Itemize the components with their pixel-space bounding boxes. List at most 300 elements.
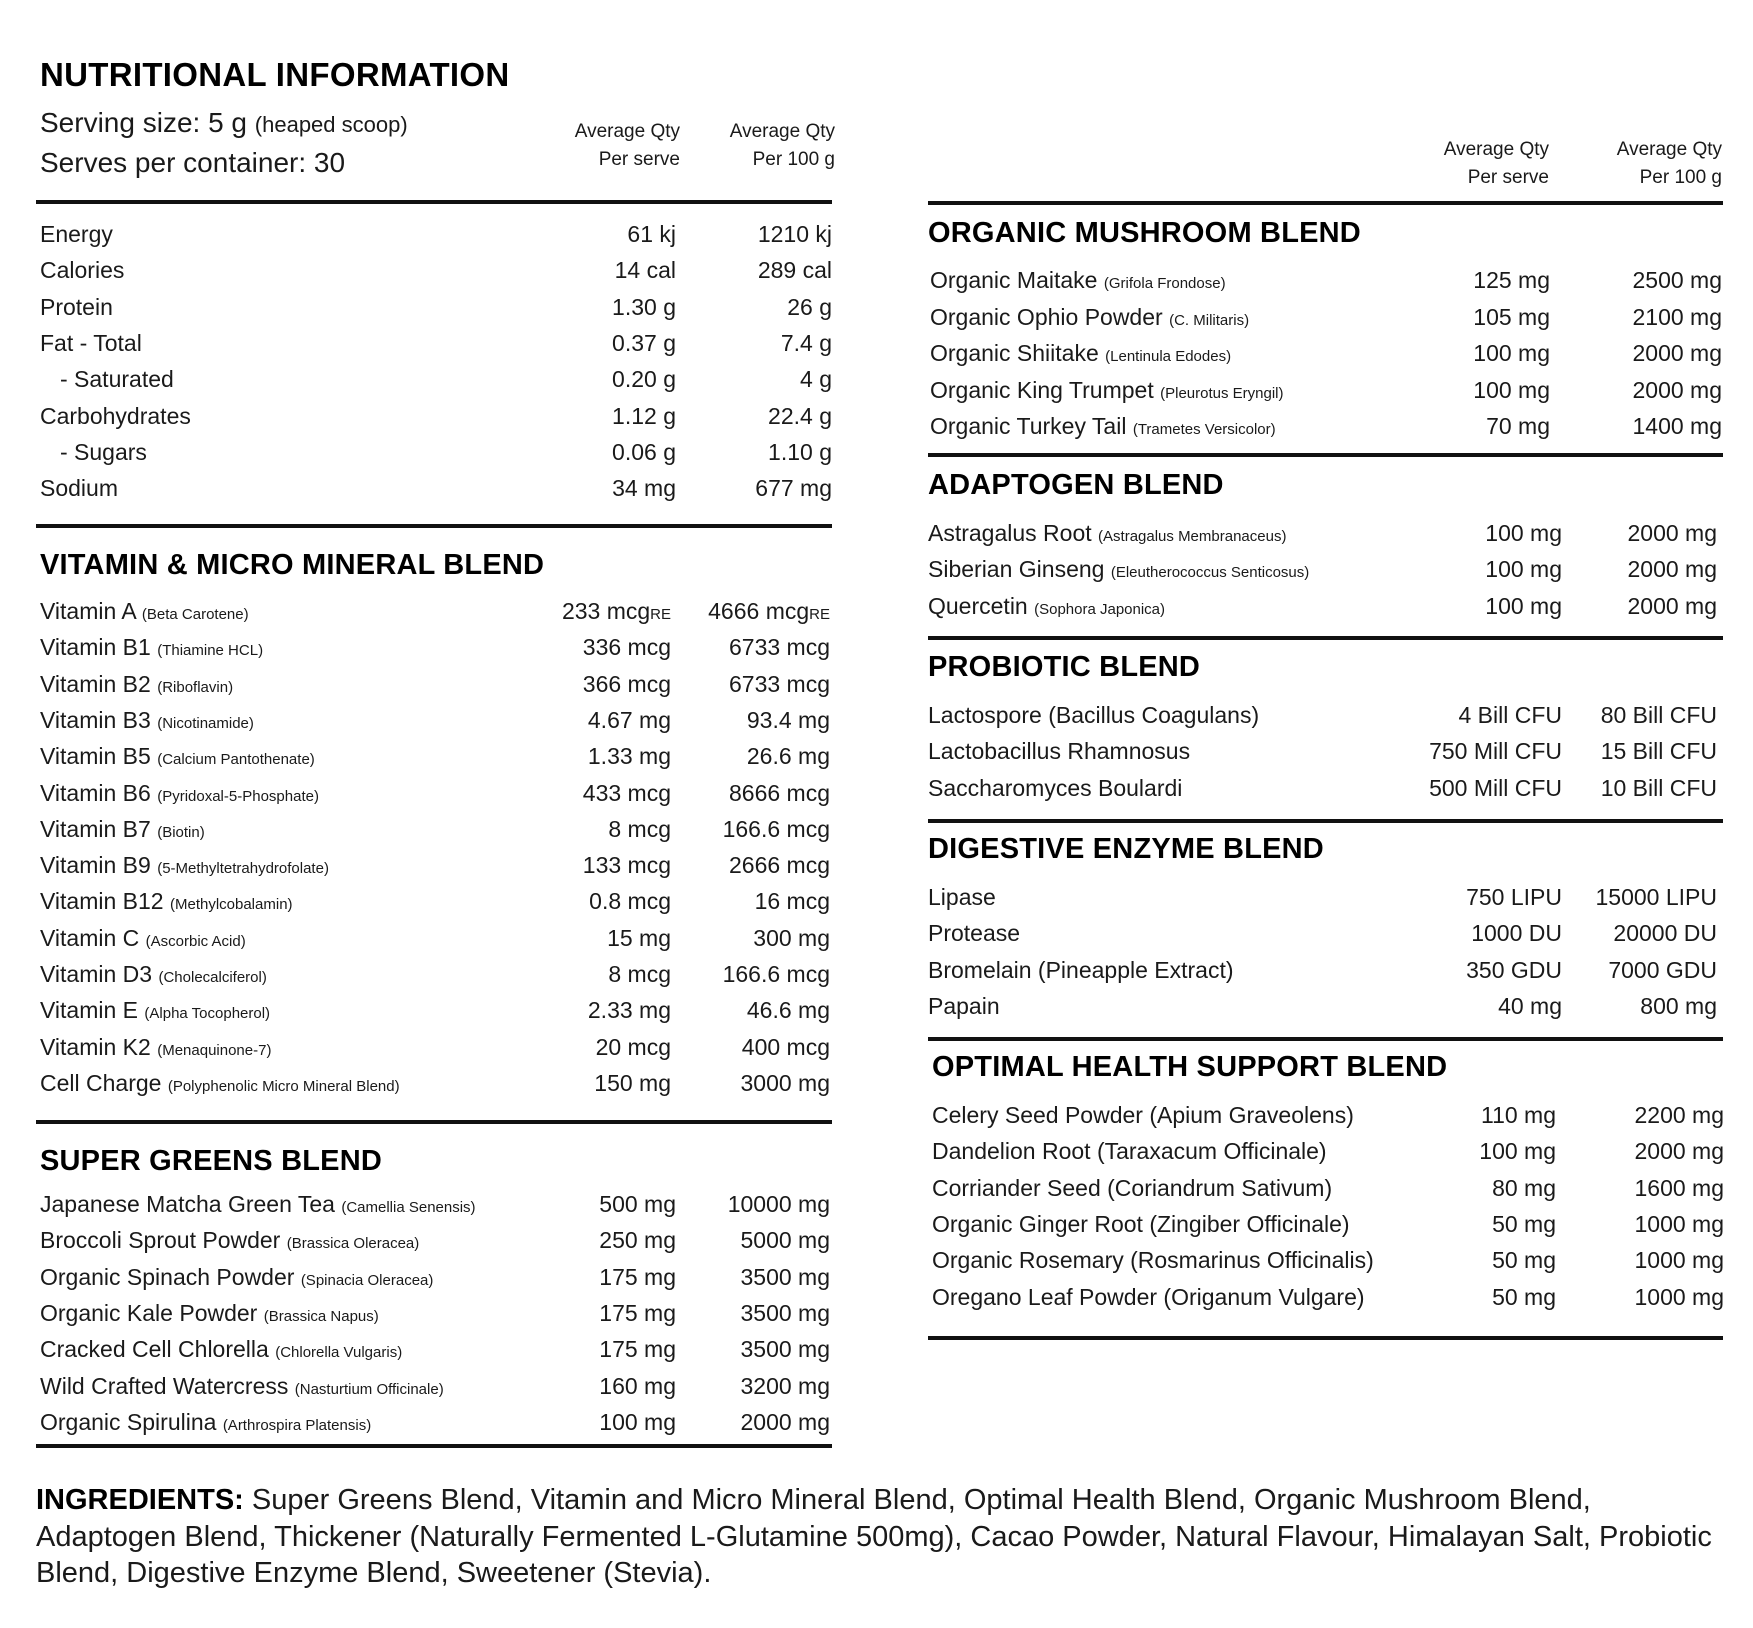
value-per-100g bbox=[755, 475, 832, 502]
value-per-100g bbox=[1632, 267, 1722, 294]
row-name bbox=[40, 888, 293, 915]
table-row bbox=[40, 662, 832, 698]
row-name bbox=[40, 1373, 444, 1400]
value-text: 10 Bill CFU bbox=[1600, 774, 1717, 801]
table-row bbox=[40, 843, 832, 879]
value-per-serve bbox=[1466, 884, 1562, 911]
value-per-serve bbox=[562, 598, 671, 625]
value-text: 4.67 mg bbox=[587, 706, 671, 733]
value-text: 1000 mg bbox=[1634, 1283, 1724, 1310]
value-per-100g bbox=[728, 1191, 830, 1218]
value-text: 7000 GDU bbox=[1608, 956, 1717, 983]
row-name bbox=[40, 1300, 379, 1327]
value-per-100g bbox=[1608, 957, 1717, 984]
row-name-text: Organic Kale Powder bbox=[40, 1299, 258, 1326]
table-row bbox=[932, 1202, 1724, 1238]
ingredients-label: INGREDIENTS: bbox=[36, 1484, 244, 1516]
section-title-super-greens: SUPER GREENS BLEND bbox=[40, 1145, 382, 1177]
column-header-per-100g-line2: Per 100 g bbox=[752, 149, 835, 170]
value-per-serve bbox=[1479, 1138, 1556, 1165]
value-text: 750 LIPU bbox=[1466, 884, 1562, 910]
row-name-text: Papain bbox=[928, 992, 1000, 1019]
table-row bbox=[40, 734, 832, 770]
row-name bbox=[928, 884, 996, 911]
table-row bbox=[40, 625, 832, 661]
value-per-100g bbox=[740, 1300, 830, 1327]
column-header-per-serve-line2: Per serve bbox=[598, 149, 680, 170]
row-latin-name: (Biotin) bbox=[157, 823, 205, 841]
value-text: 133 mcg bbox=[582, 852, 671, 879]
row-name bbox=[930, 304, 1249, 331]
row-name bbox=[40, 743, 315, 770]
table-row bbox=[930, 295, 1722, 331]
value-per-serve bbox=[1466, 957, 1562, 984]
value-per-100g bbox=[1632, 304, 1722, 331]
value-per-serve bbox=[1473, 377, 1550, 404]
value-text: 100 mg bbox=[1473, 340, 1550, 366]
value-per-100g bbox=[1634, 1175, 1724, 1202]
value-text: 2200 mg bbox=[1634, 1102, 1724, 1128]
value-per-serve bbox=[1471, 920, 1562, 947]
value-per-100g bbox=[740, 1409, 830, 1436]
row-latin-name: (C. Militaris) bbox=[1169, 311, 1250, 329]
row-name bbox=[40, 1336, 402, 1363]
value-text: 50 mg bbox=[1492, 1210, 1556, 1237]
value-per-100g bbox=[747, 743, 830, 770]
value-per-100g bbox=[742, 1034, 830, 1061]
value-text: 800 mg bbox=[1640, 992, 1717, 1019]
row-name-text: Vitamin C bbox=[40, 924, 140, 951]
table-row bbox=[40, 1291, 832, 1327]
row-name bbox=[932, 1175, 1332, 1202]
row-name-text: Corriander Seed (Coriandrum Sativum) bbox=[932, 1174, 1333, 1201]
value-per-serve bbox=[1429, 775, 1562, 802]
value-text: 3500 mg bbox=[740, 1336, 830, 1363]
row-latin-name: (Lentinula Edodes) bbox=[1105, 348, 1232, 365]
row-name-text: Vitamin K2 bbox=[40, 1033, 151, 1060]
value-per-100g bbox=[758, 221, 832, 248]
value-text: 110 mg bbox=[1480, 1102, 1556, 1128]
value-text: 14 cal bbox=[614, 257, 676, 284]
table-row bbox=[40, 1218, 832, 1254]
value-text: 2000 mg bbox=[1627, 520, 1717, 546]
row-name-text: Vitamin A bbox=[40, 598, 136, 624]
row-name bbox=[40, 1070, 400, 1097]
row-name-text: Vitamin D3 bbox=[40, 961, 153, 987]
row-latin-name: (Pyridoxal-5-Phosphate) bbox=[157, 787, 319, 805]
table-row bbox=[928, 948, 1720, 984]
table-row bbox=[928, 984, 1720, 1020]
row-name-text: Oregano Leaf Powder (Origanum Vulgare) bbox=[932, 1283, 1365, 1310]
value-text: 250 mg bbox=[599, 1227, 676, 1254]
row-name-text: Carbohydrates bbox=[40, 402, 191, 429]
value-text: 1.30 g bbox=[612, 293, 676, 320]
row-name-text: Vitamin B7 bbox=[40, 815, 151, 842]
value-text: 4 Bill CFU bbox=[1458, 702, 1562, 728]
row-name bbox=[932, 1102, 1354, 1129]
row-name-text: Vitamin B9 bbox=[40, 852, 151, 879]
value-text: 10000 mg bbox=[727, 1191, 830, 1217]
row-latin-name: (Trametes Versicolor) bbox=[1132, 421, 1276, 438]
value-per-serve bbox=[615, 257, 676, 284]
divider bbox=[928, 636, 1723, 640]
value-text: 2666 mcg bbox=[728, 852, 830, 879]
value-per-serve bbox=[612, 475, 676, 502]
value-per-100g bbox=[729, 634, 830, 661]
value-per-100g bbox=[729, 671, 830, 698]
value-per-serve bbox=[612, 439, 676, 466]
row-latin-name: (Sophora Japonica) bbox=[1034, 600, 1166, 618]
value-text: 20000 DU bbox=[1613, 920, 1717, 947]
value-per-100g bbox=[740, 1336, 830, 1363]
column-header-right-per-100g bbox=[1617, 136, 1722, 192]
value-text: 433 mcg bbox=[582, 779, 671, 806]
value-text: 50 mg bbox=[1492, 1247, 1556, 1274]
row-name-text: Vitamin E bbox=[40, 997, 139, 1024]
row-latin-name: (Brassica Oleracea) bbox=[286, 1235, 420, 1253]
table-row bbox=[930, 404, 1722, 440]
row-name-text: Organic King Trumpet bbox=[930, 376, 1154, 403]
row-name-text: - Saturated bbox=[60, 366, 174, 393]
divider bbox=[36, 200, 832, 204]
value-per-100g bbox=[1601, 738, 1717, 765]
row-name-text: Lipase bbox=[928, 884, 996, 910]
value-per-serve bbox=[588, 997, 671, 1024]
row-name-text: Quercetin bbox=[928, 592, 1028, 619]
table-row bbox=[40, 212, 832, 248]
divider bbox=[928, 453, 1723, 457]
value-per-100g bbox=[708, 598, 830, 625]
row-name-text: Vitamin B5 bbox=[40, 743, 151, 770]
row-name-text: Organic Rosemary (Rosmarinus Officinalis) bbox=[932, 1247, 1374, 1274]
row-latin-name: (Spinacia Oleracea) bbox=[300, 1271, 434, 1289]
value-per-serve bbox=[1485, 556, 1562, 583]
value-per-serve bbox=[607, 925, 671, 952]
value-per-100g bbox=[740, 1070, 830, 1097]
table-row bbox=[40, 807, 832, 843]
table-row bbox=[40, 430, 832, 466]
ingredients-paragraph bbox=[36, 1482, 1736, 1592]
value-text: 16 mcg bbox=[754, 888, 830, 915]
section-title-optimal-health-blend: OPTIMAL HEALTH SUPPORT BLEND bbox=[932, 1051, 1448, 1083]
value-per-serve bbox=[1492, 1175, 1556, 1202]
value-text: 100 mg bbox=[1485, 556, 1562, 583]
row-name-text: Organic Maitake bbox=[930, 267, 1098, 293]
row-name bbox=[60, 439, 147, 466]
value-per-serve bbox=[1485, 520, 1562, 547]
value-text: 3000 mg bbox=[740, 1069, 830, 1096]
divider bbox=[928, 201, 1723, 205]
row-name bbox=[928, 957, 1234, 984]
value-text: 5000 mg bbox=[740, 1227, 830, 1254]
value-text: 175 mg bbox=[599, 1263, 676, 1290]
table-row bbox=[40, 285, 832, 321]
row-name-text: Vitamin B12 bbox=[40, 888, 164, 915]
value-per-100g bbox=[1640, 993, 1717, 1020]
value-per-100g bbox=[768, 439, 832, 466]
value-text: 100 mg bbox=[1473, 376, 1550, 403]
value-per-serve bbox=[599, 1264, 676, 1291]
column-header-per-100g bbox=[730, 118, 835, 174]
value-per-100g bbox=[755, 888, 830, 915]
value-text: 100 mg bbox=[1485, 592, 1562, 619]
value-per-100g bbox=[1634, 1284, 1724, 1311]
row-name bbox=[40, 403, 191, 430]
column-header-right-per-100g-line1: Average Qty bbox=[1616, 139, 1722, 160]
value-text: 80 mg bbox=[1492, 1174, 1556, 1201]
row-name-text: Calories bbox=[40, 257, 125, 284]
row-latin-name: (Arthrospira Platensis) bbox=[222, 1416, 372, 1434]
row-latin-name: (Riboflavin) bbox=[157, 678, 234, 696]
row-name-text: Cracked Cell Chlorella bbox=[40, 1336, 269, 1363]
table-row bbox=[40, 1255, 832, 1291]
value-text: 2500 mg bbox=[1632, 267, 1722, 293]
value-text: 300 mg bbox=[753, 924, 830, 951]
row-name bbox=[40, 707, 254, 734]
row-name bbox=[928, 738, 1190, 765]
table-row bbox=[928, 911, 1720, 947]
value-per-100g bbox=[729, 780, 830, 807]
value-per-100g bbox=[1627, 593, 1717, 620]
row-name bbox=[40, 598, 249, 625]
row-name bbox=[928, 556, 1309, 583]
value-per-serve bbox=[599, 1336, 676, 1363]
table-row bbox=[40, 248, 832, 284]
value-per-100g bbox=[747, 707, 830, 734]
value-per-100g bbox=[747, 997, 830, 1024]
row-name bbox=[40, 475, 118, 502]
row-latin-name: (Eleutherococcus Senticosus) bbox=[1110, 564, 1310, 582]
value-text: 70 mg bbox=[1486, 413, 1550, 439]
value-text: 8 mcg bbox=[608, 961, 671, 987]
value-text: 15 Bill CFU bbox=[1600, 738, 1717, 765]
value-per-serve bbox=[599, 1227, 676, 1254]
value-text: 0.37 g bbox=[612, 329, 676, 356]
section-title-vitamin-blend: VITAMIN & MICRO MINERAL BLEND bbox=[40, 549, 545, 581]
value-text: 125 mg bbox=[1473, 267, 1550, 293]
table-row bbox=[40, 698, 832, 734]
row-name-text: Organic Turkey Tail bbox=[930, 413, 1127, 439]
table-row bbox=[928, 766, 1720, 802]
value-text: 500 Mill CFU bbox=[1429, 774, 1562, 801]
value-per-serve bbox=[588, 743, 671, 770]
value-text: 3500 mg bbox=[740, 1263, 830, 1290]
value-text: 6733 mcg bbox=[728, 634, 830, 661]
row-name bbox=[928, 520, 1286, 547]
row-name-text: Lactospore (Bacillus Coagulans) bbox=[928, 702, 1260, 728]
value-per-serve bbox=[588, 707, 671, 734]
value-text: 175 mg bbox=[599, 1299, 676, 1326]
row-latin-name: (Grifola Frondose) bbox=[1103, 275, 1226, 292]
value-per-serve bbox=[1492, 1211, 1556, 1238]
value-text: 2000 mg bbox=[1632, 340, 1722, 366]
table-row bbox=[40, 1364, 832, 1400]
row-name bbox=[930, 377, 1284, 404]
table-row bbox=[40, 589, 832, 625]
value-text: 750 Mill CFU bbox=[1429, 738, 1562, 765]
value-text: 500 mg bbox=[599, 1191, 676, 1217]
row-name bbox=[40, 780, 319, 807]
value-text: 7.4 g bbox=[780, 329, 832, 356]
row-name-text: Broccoli Sprout Powder bbox=[40, 1227, 281, 1254]
serves-per-container: Serves per container: 30 bbox=[40, 147, 346, 178]
value-per-serve bbox=[583, 852, 671, 879]
value-per-100g bbox=[729, 852, 830, 879]
section-title-probiotic-blend: PROBIOTIC BLEND bbox=[928, 651, 1201, 683]
row-name bbox=[40, 221, 113, 248]
value-text: 50 mg bbox=[1492, 1283, 1556, 1310]
row-latin-name: (Camellia Senensis) bbox=[341, 1199, 476, 1216]
column-header-right-per-serve-line1: Average Qty bbox=[1443, 139, 1549, 160]
value-per-serve bbox=[1473, 340, 1550, 367]
value-text: 1000 DU bbox=[1471, 920, 1562, 947]
divider bbox=[928, 1336, 1723, 1340]
divider bbox=[928, 819, 1723, 823]
serving-size-label: Serving size: 5 g bbox=[40, 107, 247, 138]
value-per-100g bbox=[1634, 1102, 1724, 1129]
column-header-right-per-100g-line2: Per 100 g bbox=[1639, 167, 1722, 188]
row-name-text: Organic Spinach Powder bbox=[40, 1263, 295, 1290]
table-row bbox=[928, 584, 1720, 620]
row-name bbox=[40, 1409, 371, 1436]
row-name-text: Organic Ophio Powder bbox=[930, 303, 1163, 330]
value-per-serve bbox=[599, 1409, 676, 1436]
value-text: 160 mg bbox=[599, 1372, 676, 1399]
divider bbox=[36, 524, 832, 528]
row-name-text: Protein bbox=[40, 293, 113, 320]
row-name bbox=[928, 993, 1000, 1020]
value-per-serve bbox=[1481, 1102, 1556, 1129]
value-text: 400 mcg bbox=[741, 1033, 830, 1060]
row-name-text: Vitamin B2 bbox=[40, 670, 151, 697]
divider bbox=[36, 1120, 832, 1124]
column-header-per-serve bbox=[575, 118, 680, 174]
table-row bbox=[40, 1061, 832, 1097]
value-per-100g bbox=[1601, 775, 1717, 802]
value-per-100g bbox=[781, 330, 832, 357]
value-per-100g bbox=[1632, 377, 1722, 404]
value-per-100g bbox=[800, 366, 832, 393]
value-text: 105 mg bbox=[1473, 303, 1550, 330]
value-per-100g bbox=[1596, 884, 1717, 911]
row-name-text: Bromelain (Pineapple Extract) bbox=[928, 956, 1234, 983]
row-name bbox=[40, 634, 263, 661]
value-per-serve bbox=[612, 294, 676, 321]
value-per-100g bbox=[753, 925, 830, 952]
row-latin-name: (Calcium Pantothenate) bbox=[157, 751, 315, 769]
row-latin-name: (Polyphenolic Micro Mineral Blend) bbox=[167, 1077, 400, 1095]
table-row bbox=[928, 511, 1720, 547]
value-per-serve bbox=[1492, 1284, 1556, 1311]
value-text: 2000 mg bbox=[1634, 1138, 1724, 1165]
value-per-100g bbox=[768, 403, 832, 430]
table-row bbox=[928, 729, 1720, 765]
table-row bbox=[932, 1275, 1724, 1311]
value-text: 100 mg bbox=[1479, 1138, 1556, 1165]
table-row bbox=[932, 1166, 1724, 1202]
value-text: 6733 mcg bbox=[728, 670, 830, 697]
value-text: 1210 kj bbox=[757, 221, 832, 247]
row-name-text: Celery Seed Powder (Apium Graveolens) bbox=[932, 1102, 1354, 1128]
row-name-text: - Sugars bbox=[60, 438, 147, 465]
row-name-text: Protease bbox=[928, 920, 1021, 947]
value-per-serve bbox=[583, 634, 671, 661]
row-name-text: Siberian Ginseng bbox=[928, 556, 1105, 583]
row-name-text: Vitamin B1 bbox=[40, 634, 151, 661]
value-text: 2000 mg bbox=[1627, 556, 1717, 583]
table-row bbox=[40, 1025, 832, 1061]
row-name bbox=[40, 671, 233, 698]
value-unit-suffix: RE bbox=[809, 606, 830, 623]
value-per-serve bbox=[608, 961, 671, 988]
row-latin-name: (Nasturtium Officinale) bbox=[294, 1380, 444, 1398]
row-latin-name: (Alpha Tocopherol) bbox=[144, 1005, 271, 1023]
row-name bbox=[932, 1284, 1365, 1311]
row-name-text: Organic Spirulina bbox=[40, 1408, 217, 1435]
table-row bbox=[928, 875, 1720, 911]
value-text: 20 mcg bbox=[595, 1033, 671, 1060]
table-row bbox=[40, 879, 832, 915]
row-name-text: Energy bbox=[40, 221, 113, 247]
section-title-digestive-enzyme-blend: DIGESTIVE ENZYME BLEND bbox=[928, 833, 1324, 865]
column-header-per-serve-line1: Average Qty bbox=[574, 121, 680, 142]
value-text: 100 mg bbox=[1485, 520, 1562, 546]
divider bbox=[928, 1037, 1723, 1041]
value-per-100g bbox=[1627, 520, 1717, 547]
serving-size bbox=[40, 107, 408, 139]
table-row bbox=[40, 357, 832, 393]
row-name-text: Vitamin B3 bbox=[40, 706, 151, 733]
value-text: 40 mg bbox=[1498, 992, 1562, 1019]
value-per-serve bbox=[612, 403, 676, 430]
column-header-per-100g-line1: Average Qty bbox=[729, 121, 835, 142]
value-per-100g bbox=[1613, 920, 1717, 947]
value-text: 2000 mg bbox=[740, 1408, 830, 1435]
value-per-serve bbox=[612, 330, 676, 357]
value-text: 0.8 mcg bbox=[589, 888, 671, 915]
value-per-100g bbox=[723, 961, 830, 988]
row-name bbox=[60, 366, 174, 393]
row-latin-name: (Ascorbic Acid) bbox=[145, 932, 246, 950]
table-row bbox=[40, 916, 832, 952]
page-title: NUTRITIONAL INFORMATION bbox=[40, 56, 510, 93]
row-name-text: Japanese Matcha Green Tea bbox=[40, 1191, 335, 1217]
value-per-100g bbox=[1634, 1138, 1724, 1165]
value-per-serve bbox=[583, 671, 671, 698]
row-name bbox=[932, 1211, 1350, 1238]
row-name-text: Organic Shiitake bbox=[930, 340, 1099, 366]
table-row bbox=[932, 1093, 1724, 1129]
row-latin-name: (Thiamine HCL) bbox=[157, 642, 264, 660]
table-row bbox=[928, 693, 1720, 729]
value-per-serve bbox=[612, 366, 676, 393]
value-text: 15 mg bbox=[607, 924, 671, 951]
value-text: 289 cal bbox=[757, 257, 832, 284]
value-per-100g bbox=[1634, 1211, 1724, 1238]
row-name bbox=[930, 267, 1226, 294]
value-per-serve bbox=[1473, 304, 1550, 331]
table-row bbox=[930, 331, 1722, 367]
value-per-100g bbox=[1632, 413, 1722, 440]
row-name bbox=[40, 1034, 271, 1061]
value-text: 1.10 g bbox=[768, 438, 832, 465]
value-per-100g bbox=[740, 1227, 830, 1254]
value-text: 2000 mg bbox=[1627, 592, 1717, 619]
value-text: 46.6 mg bbox=[746, 997, 830, 1024]
value-per-serve bbox=[1458, 702, 1562, 729]
table-row bbox=[40, 952, 832, 988]
column-header-right-per-serve bbox=[1444, 136, 1549, 192]
